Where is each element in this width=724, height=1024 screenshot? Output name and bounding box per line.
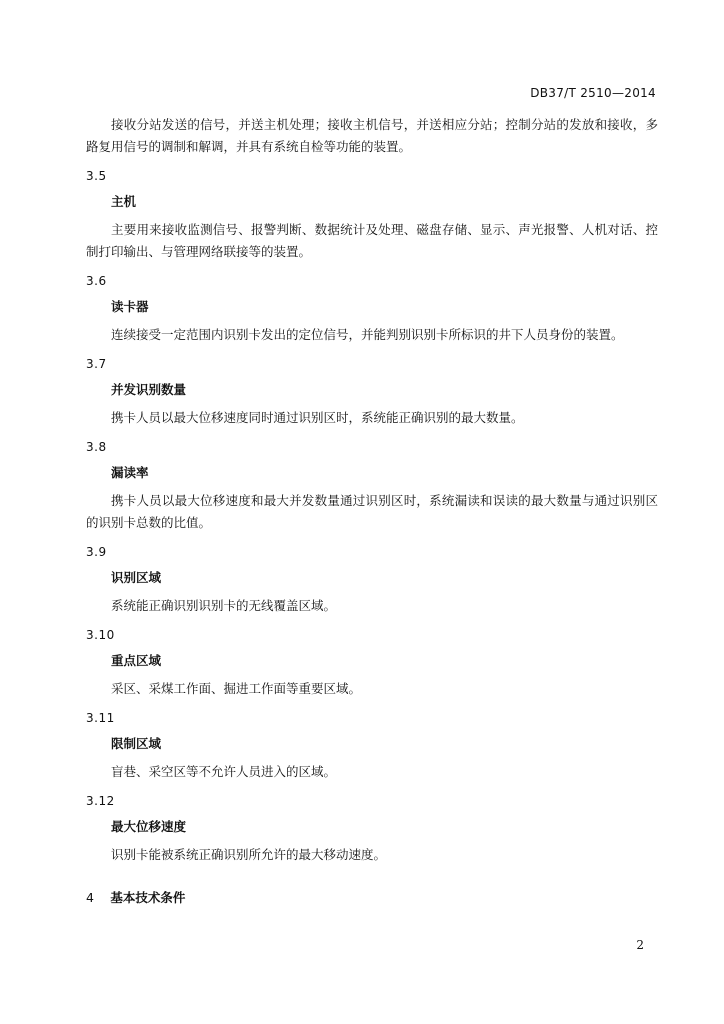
document-body: [86, 114, 658, 906]
term-title: 主机: [111, 194, 137, 209]
term-title: 读卡器: [111, 299, 149, 314]
term-definition: 携卡人员以最大位移速度和最大并发数量通过识别区时，系统漏读和误读的最大数量与通过识别区的识别卡总数的比值。: [86, 493, 658, 530]
term-title: 重点区域: [111, 653, 162, 668]
term-definition: 携卡人员以最大位移速度同时通过识别区时，系统能正确识别的最大数量。: [111, 410, 524, 425]
clause-number: 3.11: [86, 711, 115, 725]
clause-3-10: [86, 628, 658, 700]
term-definition: 连续接受一定范围内识别卡发出的定位信号，并能判别识别卡所标识的井下人员身份的装置。: [111, 327, 624, 342]
clause-3-9: [86, 545, 658, 617]
term-title: 识别区域: [111, 570, 162, 585]
term-definition: 主要用来接收监测信号、报警判断、数据统计及处理、磁盘存储、显示、声光报警、人机对话、控制打印输出、与管理网络联接等的装置。: [86, 222, 658, 259]
clause-3-6: [86, 274, 658, 346]
clause-number: 3.6: [86, 274, 107, 288]
term-definition: 识别卡能被系统正确识别所允许的最大移动速度。: [111, 847, 387, 862]
clause-number: 3.10: [86, 628, 115, 642]
section-title: 基本技术条件: [110, 890, 186, 905]
clause-number: 3.9: [86, 545, 107, 559]
clause-3-11: [86, 711, 658, 783]
term-title: 限制区域: [111, 736, 162, 751]
term-definition: 采区、采煤工作面、掘进工作面等重要区域。: [111, 681, 362, 696]
section-heading: [86, 888, 658, 906]
term-title: 漏读率: [111, 465, 149, 480]
clause-3-8: [86, 440, 658, 534]
standard-code: DB37/T 2510—2014: [530, 86, 656, 100]
clause-3-12: [86, 794, 658, 866]
intro-paragraph: 接收分站发送的信号，并送主机处理；接收主机信号，并送相应分站；控制分站的发放和接收，多路复用信号的调制和解调，并具有系统自检等功能的装置。: [86, 117, 658, 154]
clause-3-5: [86, 169, 658, 263]
term-definition: 盲巷、采空区等不允许人员进入的区域。: [111, 764, 337, 779]
clause-number: 3.8: [86, 440, 107, 454]
page-number: 2: [636, 938, 644, 952]
term-definition: 系统能正确识别识别卡的无线覆盖区域。: [111, 598, 337, 613]
section-number: 4: [86, 890, 94, 905]
clause-number: 3.7: [86, 357, 107, 371]
clause-number: 3.5: [86, 169, 107, 183]
clause-number: 3.12: [86, 794, 115, 808]
term-title: 最大位移速度: [111, 819, 187, 834]
term-title: 并发识别数量: [111, 382, 187, 397]
clause-3-7: [86, 357, 658, 429]
